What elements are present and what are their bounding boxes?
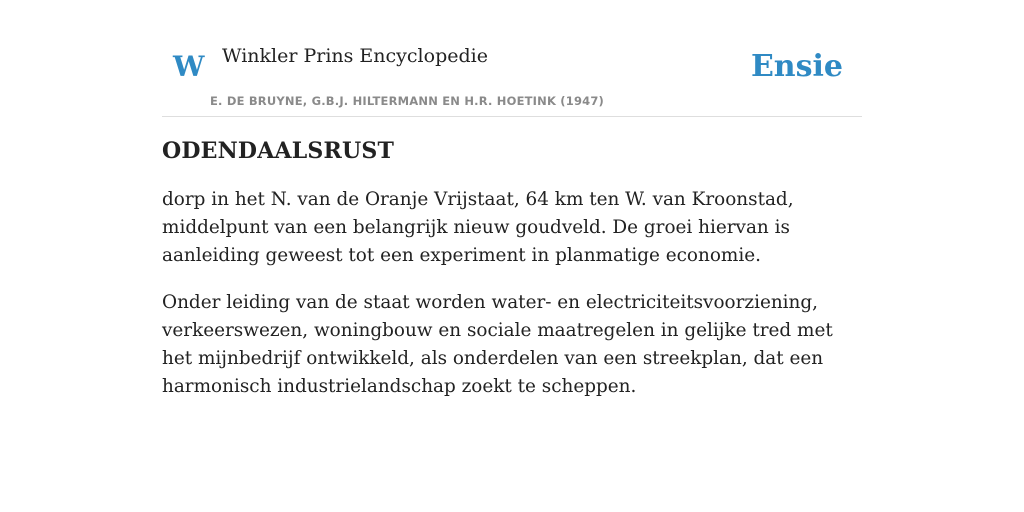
encyclopedia-authors: E. DE BRUYNE, G.B.J. HILTERMANN EN H.R. HOETINK (1947)	[210, 94, 605, 108]
encyclopedia-logo-icon[interactable]: W	[173, 50, 205, 83]
article-paragraph: dorp in het N. van de Oranje Vrijstaat, 64 km ten W. van Kroonstad, middelpunt van een belangrijk nieuw goudveld. De groei hiervan is aanleiding geweest tot een experiment in planmatige economie.	[162, 189, 794, 266]
ensie-home-link[interactable]: Ensie	[750, 49, 843, 84]
article-paragraph: Onder leiding van de staat worden water- en electriciteitsvoorziening, verkeerswezen, woningbouw en sociale maatregelen in gelijke tred met het mijnbedrijf ontwikkeld, als onderdelen van een streekplan, dat een harmonisch industrielandschap zoekt te scheppen.	[162, 292, 833, 397]
header	[162, 40, 862, 117]
encyclopedia-title[interactable]: Winkler Prins Encyclopedie	[222, 45, 488, 67]
article	[162, 138, 862, 420]
article-headword: ODENDAALSRUST	[162, 138, 395, 164]
